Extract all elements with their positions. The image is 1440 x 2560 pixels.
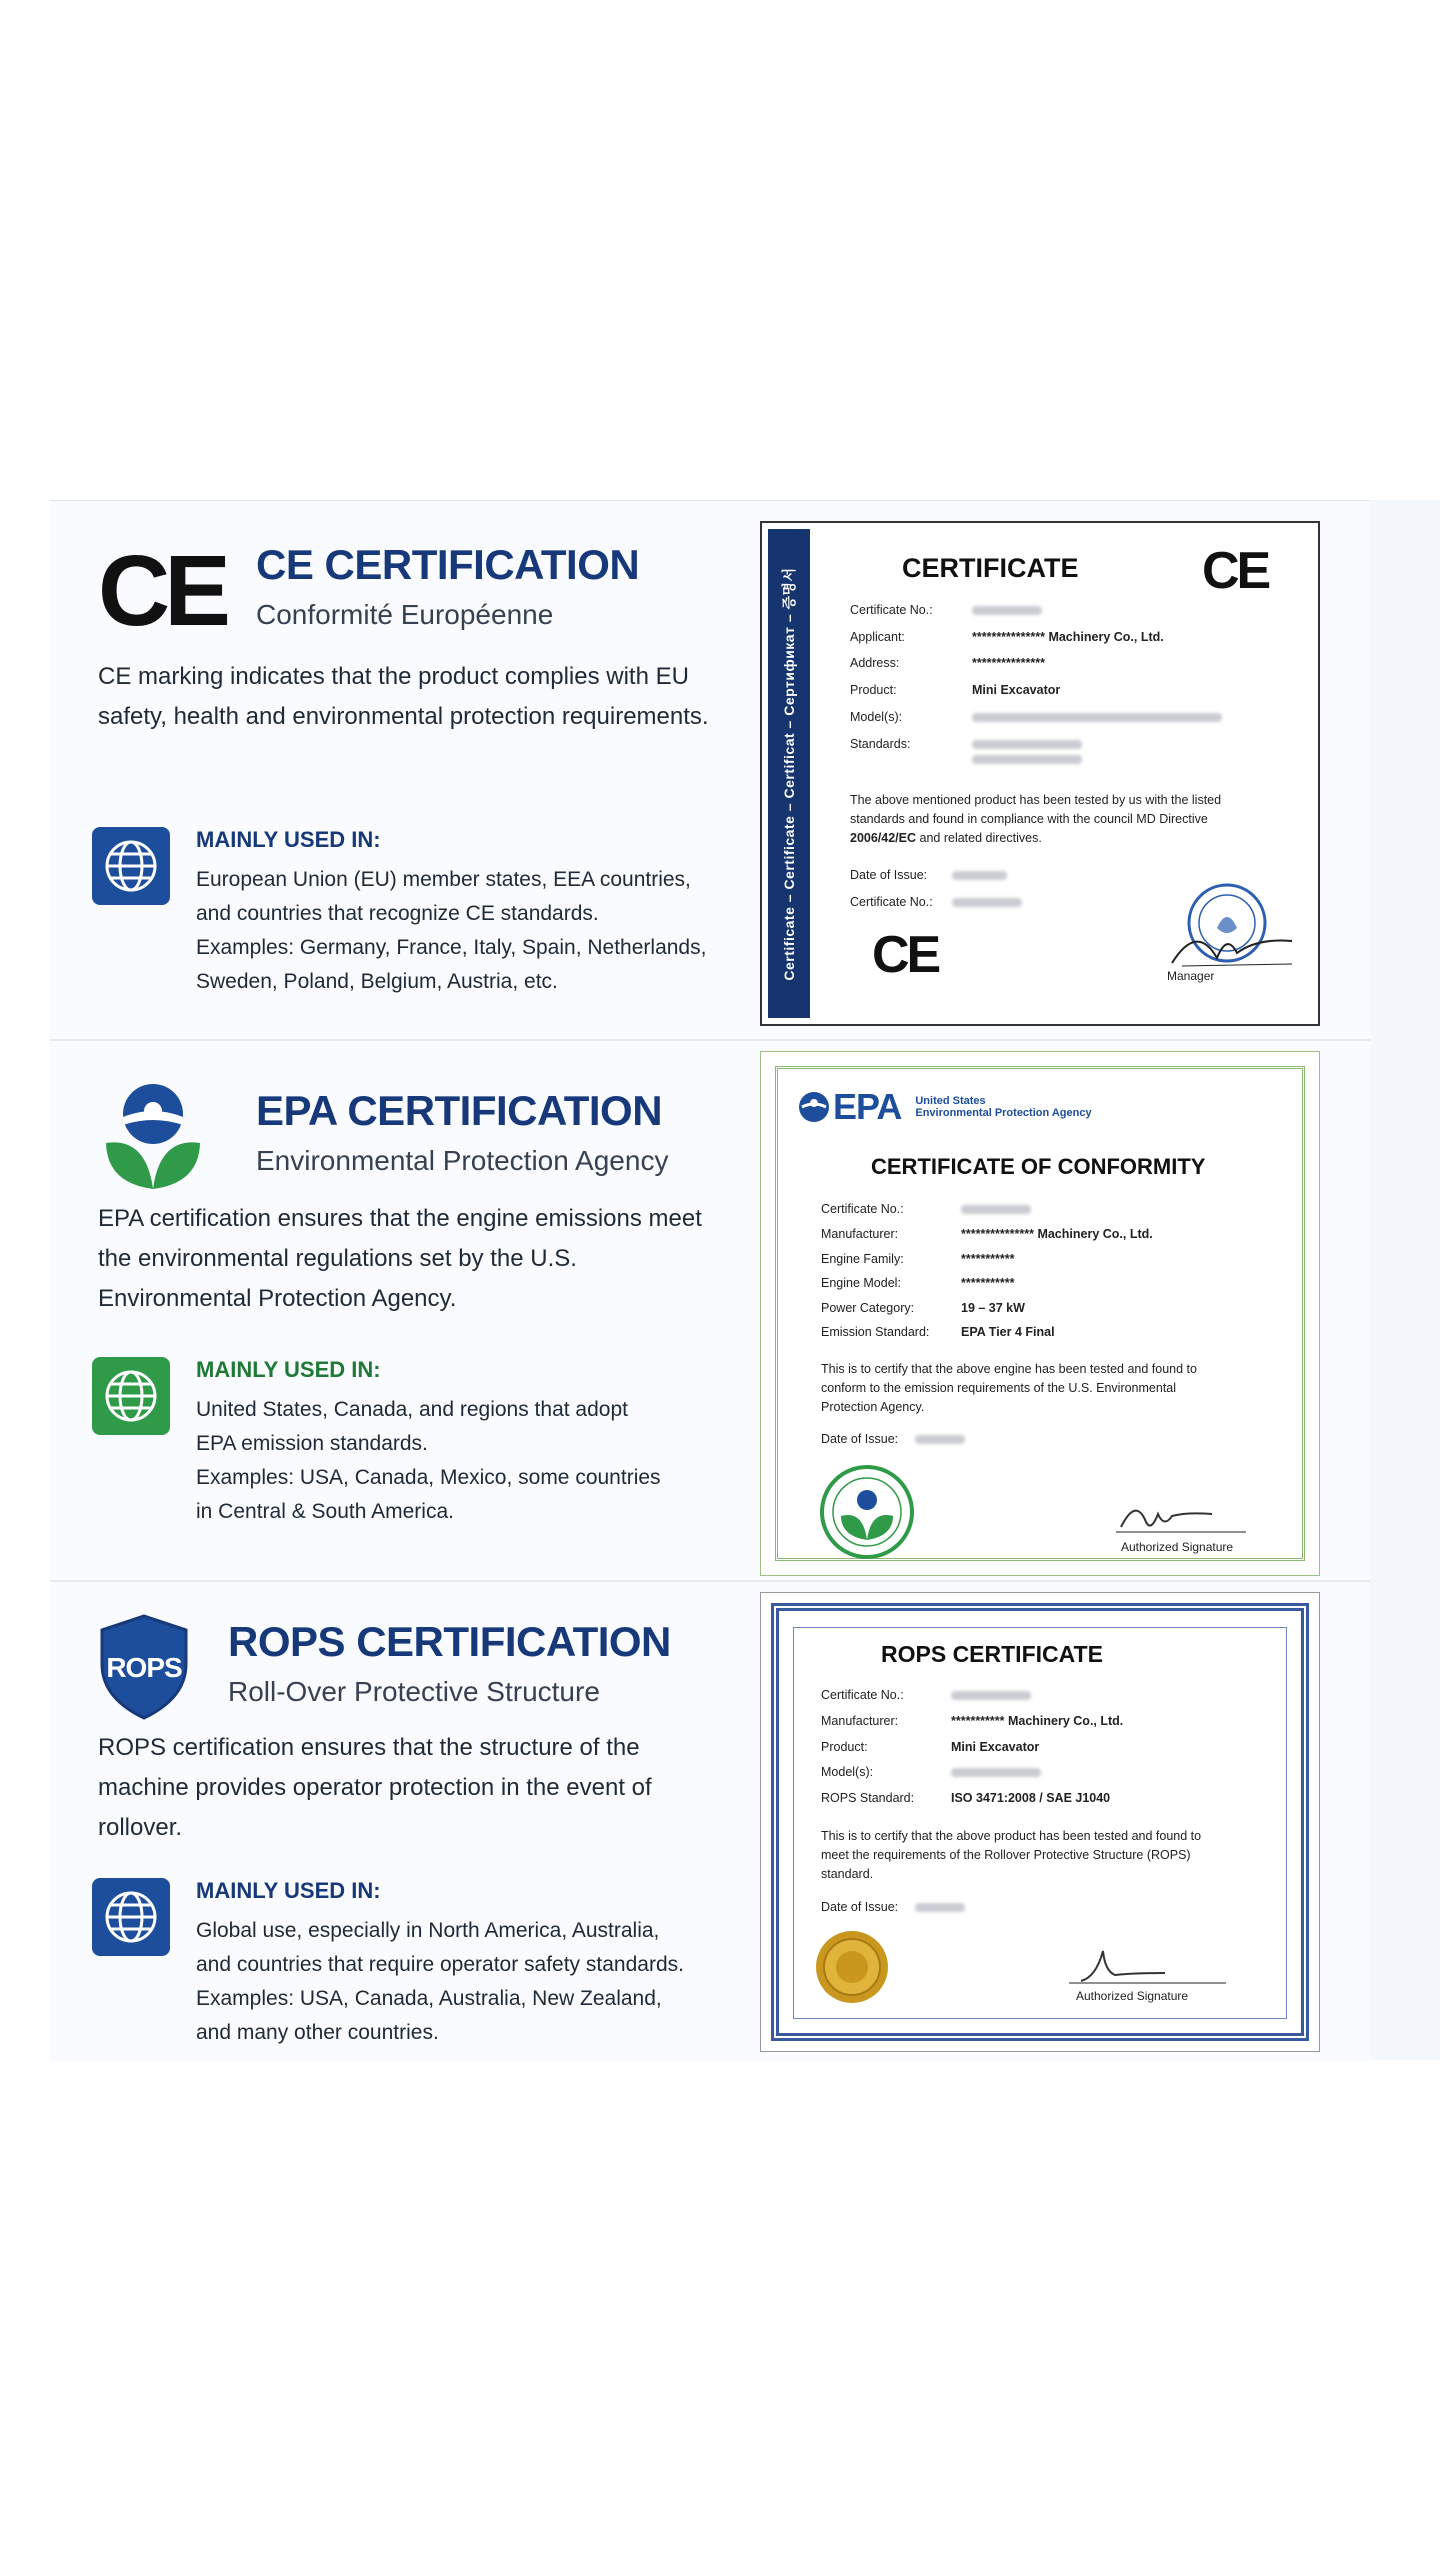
field-row: Model(s): xyxy=(850,710,903,724)
field-row: Manufacturer: *************** Machinery Co., Ltd. xyxy=(821,1227,1153,1241)
epa-agency-mark xyxy=(797,1086,1092,1128)
used-in-line: Examples: USA, Canada, Australia, New Zealand, xyxy=(196,1987,662,2010)
globe-icon xyxy=(92,1357,170,1435)
field-row: Product: Mini Excavator xyxy=(821,1740,1040,1754)
used-in-line: EPA emission standards. xyxy=(196,1432,428,1455)
used-in-title: MAINLY USED IN: xyxy=(196,1878,381,1903)
ce-section xyxy=(50,501,1370,1039)
certifications-panel xyxy=(50,500,1370,2060)
epa-short: EPA xyxy=(833,1086,902,1127)
agency-line: United States xyxy=(915,1095,986,1107)
field-row: ROPS Standard: ISO 3471:2008 / SAE J1040 xyxy=(821,1791,1111,1805)
certificate-heading: ROPS CERTIFICATE xyxy=(881,1641,1103,1667)
used-in-line: in Central & South America. xyxy=(196,1500,454,1523)
used-in-line: and many other countries. xyxy=(196,2021,439,2044)
field-row: Emission Standard: EPA Tier 4 Final xyxy=(821,1325,1055,1339)
used-in-line: United States, Canada, and regions that adopt xyxy=(196,1398,628,1421)
certificate-statement: This is to certify that the above engine has been tested and found to conform to the emission requirements of the U.S. Environmental Protection Agency. xyxy=(821,1362,1197,1414)
date-row: Date of Issue: xyxy=(821,1432,899,1446)
page-title: EPA CERTIFICATION xyxy=(256,1087,663,1134)
epa-seal-icon xyxy=(819,1464,915,1560)
subtitle: Roll-Over Protective Structure xyxy=(228,1676,600,1707)
signature-label: Authorized Signature xyxy=(1076,1989,1189,2003)
band-text: Certificate – Certificate – Certificat – Сертификат – 증명서 xyxy=(781,566,797,981)
certificate-heading: CERTIFICATE xyxy=(902,553,1079,583)
field-row: Certificate No.: xyxy=(850,603,933,617)
gold-seal-icon xyxy=(813,1928,891,2006)
field-row: Manufacturer: *********** Machinery Co., Ltd. xyxy=(821,1714,1124,1728)
rops-logo-text: ROPS xyxy=(106,1652,182,1683)
signature-icon xyxy=(1061,1943,1231,1993)
description: CE marking indicates that the product complies with EU safety, health and environmental protection requirements. xyxy=(98,663,709,730)
field-row: Standards: xyxy=(850,737,911,751)
field-row: Product: Mini Excavator xyxy=(850,683,1061,697)
field-row: Applicant: *************** Machinery Co., Ltd. xyxy=(850,630,1164,644)
rops-section xyxy=(50,1580,1370,2061)
used-in-line: Examples: Germany, France, Italy, Spain, Netherlands, xyxy=(196,936,707,959)
date-row: Date of Issue: xyxy=(850,868,928,882)
subtitle: Conformité Européenne xyxy=(256,599,554,630)
rops-certificate xyxy=(760,1592,1320,2052)
signature-label: Authorized Signature xyxy=(1121,1540,1234,1554)
used-in-title: MAINLY USED IN: xyxy=(196,827,381,852)
page-title: ROPS CERTIFICATION xyxy=(228,1618,671,1665)
field-row: Certificate No.: xyxy=(821,1688,904,1702)
field-row: Model(s): xyxy=(821,1765,874,1779)
used-in-title: MAINLY USED IN: xyxy=(196,1357,381,1382)
epa-flower-icon xyxy=(797,1090,831,1124)
used-in-line: European Union (EU) member states, EEA countries, xyxy=(196,868,691,891)
field-row: Power Category: 19 – 37 kW xyxy=(821,1301,1025,1315)
globe-icon xyxy=(92,827,170,905)
certificate-statement: The above mentioned product has been tested by us with the listed standards and found in compliance with the council MD Directive 2006/42/EC and related directives. xyxy=(850,793,1222,845)
globe-icon xyxy=(92,1878,170,1956)
agency-line: Environmental Protection Agency xyxy=(915,1107,1092,1119)
used-in-line: Global use, especially in North America, Australia, xyxy=(196,1919,660,1942)
field-row: Certificate No.: xyxy=(821,1202,904,1216)
certificate-heading: CERTIFICATE OF CONFORMITY xyxy=(871,1154,1206,1179)
used-in-list xyxy=(196,1914,756,2050)
ce-certificate xyxy=(760,521,1320,1026)
used-in-list xyxy=(196,863,756,999)
subtitle: Environmental Protection Agency xyxy=(256,1145,669,1176)
ce-logo: CE xyxy=(98,535,225,647)
epa-certificate xyxy=(760,1051,1320,1576)
field-row: Address: *************** xyxy=(850,656,1045,670)
ce-mark-icon: CE xyxy=(1202,542,1269,600)
date-row: Date of Issue: xyxy=(821,1900,899,1914)
ce-mark-small-icon: CE xyxy=(872,926,939,984)
used-in-line: Sweden, Poland, Belgium, Austria, etc. xyxy=(196,970,558,993)
page-title: CE CERTIFICATION xyxy=(256,541,640,588)
signature-icon xyxy=(1111,1492,1251,1542)
epa-logo-icon xyxy=(98,1081,208,1191)
page-gutter xyxy=(1370,500,1440,2060)
used-in-line: and countries that recognize CE standards. xyxy=(196,902,599,925)
used-in-line: and countries that require operator safety standards. xyxy=(196,1953,684,1976)
certificate-statement: This is to certify that the above product has been tested and found to meet the requirements of the Rollover Protective Structure (ROPS) standard. xyxy=(821,1829,1202,1881)
cert-no-row: Certificate No.: xyxy=(850,895,933,909)
field-row: Engine Model: *********** xyxy=(821,1276,1015,1290)
used-in-list xyxy=(196,1393,756,1529)
description: EPA certification ensures that the engine emissions meet the environmental regulations set by the U.S. Environmental Protection Agency. xyxy=(98,1205,702,1312)
epa-section xyxy=(50,1039,1370,1580)
field-row: Engine Family: *********** xyxy=(821,1252,1015,1266)
signature-label: Manager xyxy=(1167,969,1215,983)
description: ROPS certification ensures that the structure of the machine provides operator protection in the event of rollover. xyxy=(98,1734,652,1841)
used-in-line: Examples: USA, Canada, Mexico, some countries xyxy=(196,1466,661,1489)
certificate-band xyxy=(768,529,810,1018)
